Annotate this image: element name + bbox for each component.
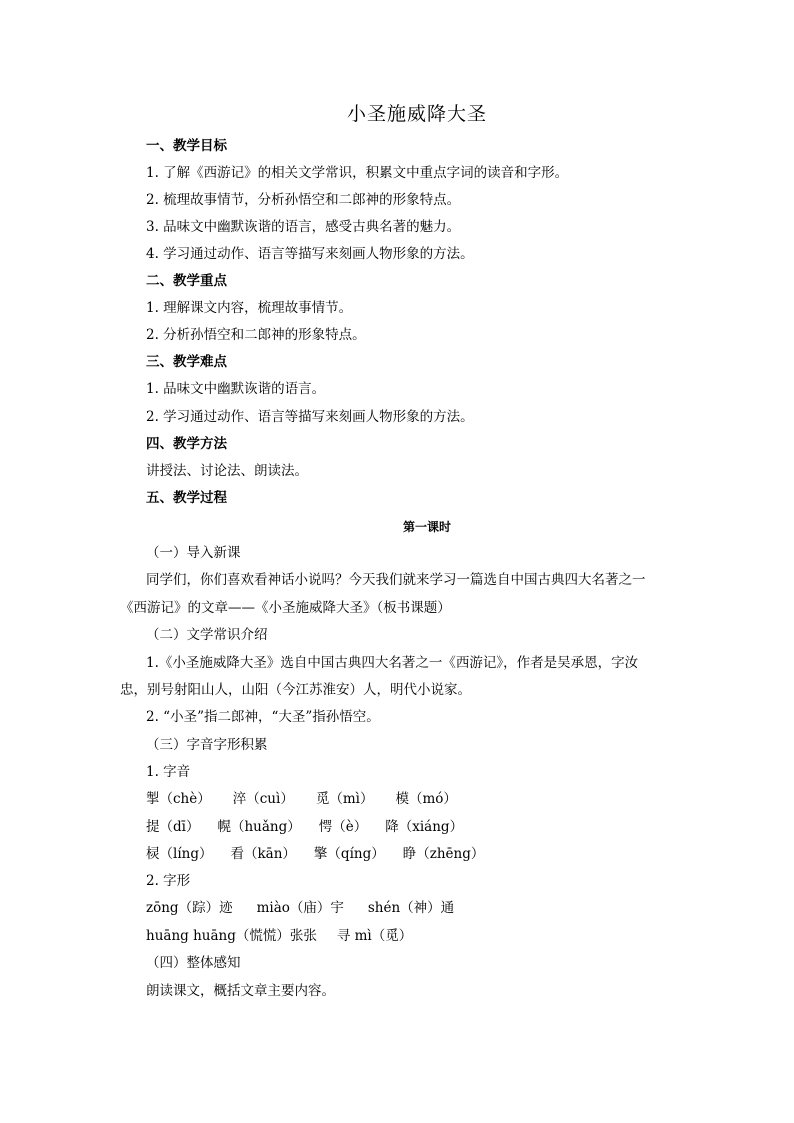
key-point-item: 2. 分析孙悟空和二郎神的形象特点。 <box>146 327 366 343</box>
zi-yin-entry: 睁（zhēng） <box>402 846 485 862</box>
zi-yin-row <box>146 845 686 863</box>
objective-item: 4. 学习通过动作、语言等描写来刻画人物形象的方法。 <box>146 246 474 262</box>
zi-yin-entry: 觅（mì） <box>315 791 374 807</box>
document-title: 小圣施威降大圣 <box>346 103 487 125</box>
zi-yin-entry: 模（mó） <box>395 791 457 807</box>
objective-item: 1. 了解《西游记》的相关文学常识，积累文中重点字词的读音和字形。 <box>146 165 569 181</box>
part2-item: 2. “小圣”指二郎神，“大圣”指孙悟空。 <box>146 709 380 725</box>
zi-yin-entry: 提（dī） <box>146 819 200 835</box>
zi-xing-row <box>146 899 686 917</box>
part1-paragraph-line: 《西游记》的文章——《小圣施威降大圣》（板书课题） <box>120 600 451 616</box>
part2-paragraph-line: 忠，别号射阳山人，山阳（今江苏淮安）人，明代小说家。 <box>120 682 471 698</box>
section-heading-methods: 四、教学方法 <box>146 436 227 452</box>
zi-yin-entry: 擎（qíng） <box>313 846 385 862</box>
key-point-item: 1. 理解课文内容，梳理故事情节。 <box>146 300 353 316</box>
difficulty-item: 2. 学习通过动作、语言等描写来刻画人物形象的方法。 <box>146 409 474 425</box>
zi-xing-entry: huāng huāng（慌慌）张张 <box>146 928 317 944</box>
zi-yin-entry: 棂（líng） <box>146 846 213 862</box>
zi-xing-entry: miào（庙）宇 <box>256 900 344 916</box>
zi-xing-label: 2. 字形 <box>146 873 191 889</box>
part4-title: （四）整体感知 <box>146 955 241 971</box>
part2-title: （二）文学常识介绍 <box>146 627 268 643</box>
zi-yin-entry: 淬（cuì） <box>232 791 294 807</box>
zi-yin-entry: 降（xiáng） <box>385 819 464 835</box>
methods-text: 讲授法、讨论法、朗读法。 <box>146 463 308 479</box>
zi-xing-entry: 寻 mì（觅） <box>336 928 413 944</box>
part2-paragraph-line: 1.《小圣施威降大圣》选自中国古典四大名著之一《西游记》，作者是吴承恩，字汝 <box>146 655 639 671</box>
difficulty-item: 1. 品味文中幽默诙谐的语言。 <box>146 381 326 397</box>
zi-xing-entry: zōng（踪）迹 <box>146 900 233 916</box>
part3-title: （三）字音字形积累 <box>146 737 268 753</box>
zi-yin-row <box>146 790 686 808</box>
zi-xing-row <box>146 927 686 945</box>
section-heading-process: 五、教学过程 <box>146 490 227 506</box>
zi-yin-label: 1. 字音 <box>146 764 191 780</box>
lesson-label: 第一课时 <box>402 520 451 534</box>
section-heading-difficulties: 三、教学难点 <box>146 354 227 370</box>
part4-text: 朗读课文，概括文章主要内容。 <box>146 983 335 999</box>
zi-yin-entry: 看（kān） <box>230 846 296 862</box>
part1-title: （一）导入新课 <box>146 545 241 561</box>
section-heading-objectives: 一、教学目标 <box>146 138 227 154</box>
objective-item: 2. 梳理故事情节，分析孙悟空和二郎神的形象特点。 <box>146 192 461 208</box>
part1-paragraph-line: 同学们，你们喜欢看神话小说吗？今天我们就来学习一篇选自中国古典四大名著之一 <box>146 572 646 588</box>
section-heading-key-points: 二、教学重点 <box>146 273 227 289</box>
zi-yin-entry: 掣（chè） <box>146 791 211 807</box>
zi-yin-row <box>146 818 686 836</box>
objective-item: 3. 品味文中幽默诙谐的语言，感受古典名著的魅力。 <box>146 219 461 235</box>
zi-yin-entry: 愕（è） <box>318 819 368 835</box>
zi-xing-entry: shén（神）通 <box>367 900 455 916</box>
zi-yin-entry: 幌（huǎng） <box>217 819 301 835</box>
